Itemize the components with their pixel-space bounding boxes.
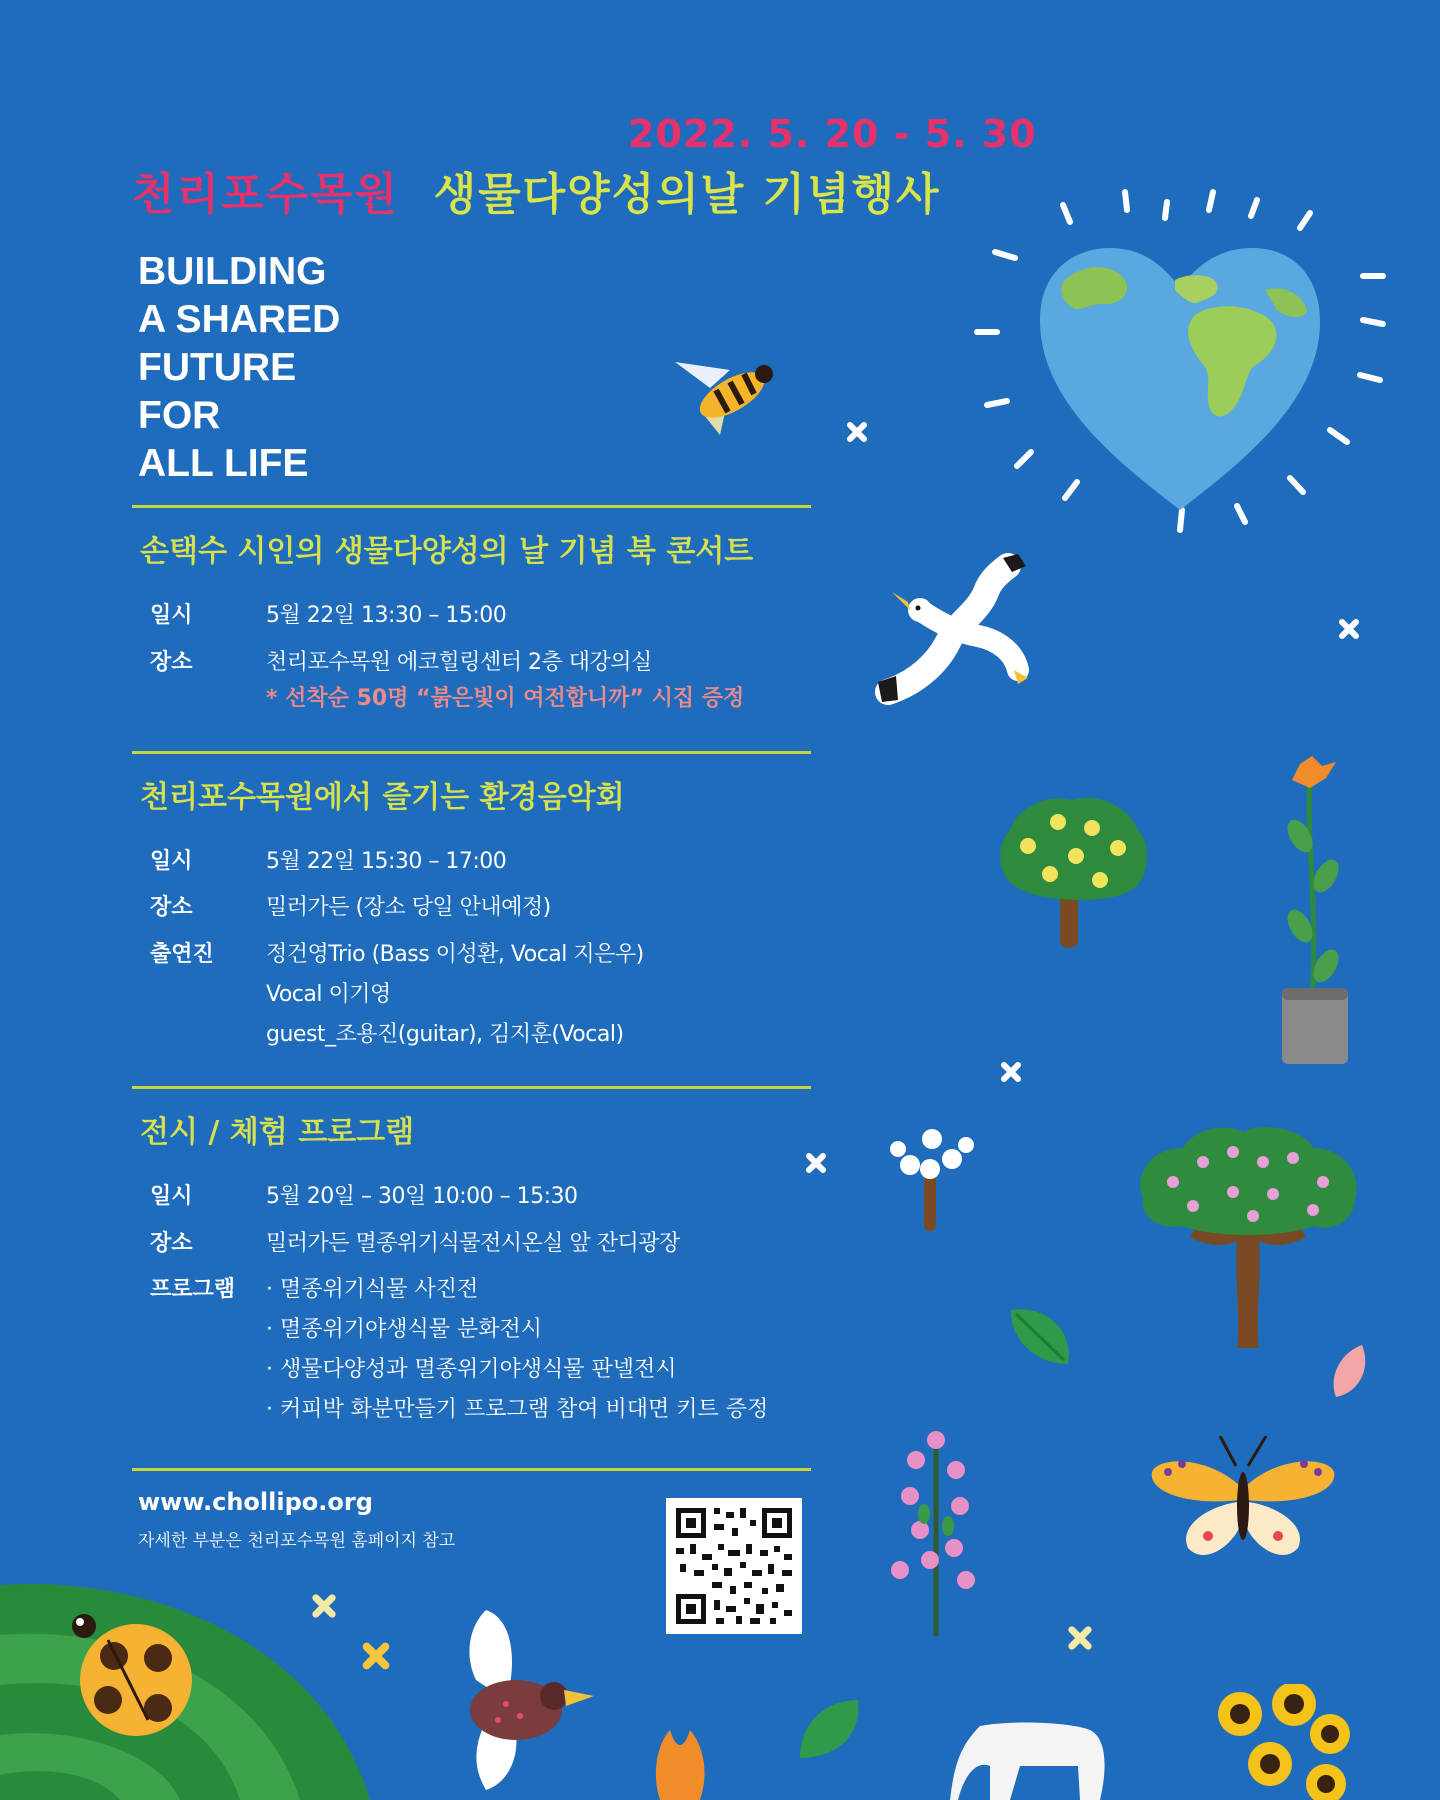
qr-code-icon[interactable]: [666, 1498, 802, 1634]
program-item: · 멸종위기식물 사진전: [266, 1277, 479, 1302]
website-note: 자세한 부분은 천리포수목원 홈페이지 참고: [138, 1531, 456, 1551]
bird-icon: [868, 552, 1038, 722]
ladybug-icon: [58, 1600, 198, 1740]
sparkle-icon: [845, 420, 869, 444]
divider: [132, 1468, 811, 1471]
title-arboretum: 천리포수목원: [132, 169, 400, 220]
section3-date-value: 5월 20일 – 30일 10:00 – 15:30: [266, 1184, 578, 1209]
leaf-icon: [1006, 1300, 1076, 1370]
section2-place-value: 밀러가든 (장소 당일 안내예정): [266, 895, 551, 920]
section2-cast-line: 정건영Trio (Bass 이성환, Vocal 지은우): [266, 942, 644, 967]
section1-note: * 선착순 50명 “붉은빛이 여전합니까” 시집 증정: [266, 686, 745, 711]
title-event: 생물다양성의날 기념행사: [433, 169, 941, 220]
heart-earth-icon: [955, 180, 1415, 570]
sunflower-icon: [1210, 1684, 1350, 1800]
section1-date-label: 일시: [150, 603, 193, 628]
section2-date-label: 일시: [150, 849, 193, 874]
leaf-icon: [1328, 1343, 1370, 1399]
sparkle-icon: [1337, 617, 1361, 641]
divider: [132, 1086, 811, 1089]
eagle-icon: [446, 1600, 596, 1800]
section2-cast-line: Vocal 이기영: [266, 982, 391, 1007]
section2-cast-line: guest_조용진(guitar), 김지훈(Vocal): [266, 1022, 624, 1047]
event-date: 2022. 5. 20 - 5. 30: [628, 112, 1037, 156]
section1-place-label: 장소: [150, 650, 193, 675]
sparkle-icon: [804, 1151, 828, 1175]
tree-icon: [880, 1125, 980, 1235]
section1-place-value: 천리포수목원 에코힐링센터 2층 대강의실: [266, 650, 652, 675]
slogan: BUILDING A SHARED FUTURE FOR ALL LIFE: [138, 250, 341, 485]
flower-pot-icon: [1270, 756, 1360, 1068]
section1-date-value: 5월 22일 13:30 – 15:00: [266, 603, 507, 628]
sparkle-icon: [999, 1060, 1023, 1084]
divider: [132, 505, 811, 508]
section1-title: 손택수 시인의 생물다양성의 날 기념 북 콘서트: [140, 534, 754, 569]
program-item: · 멸종위기야생식물 분화전시: [266, 1317, 543, 1342]
tree-icon: [988, 788, 1156, 958]
program-item: · 생물다양성과 멸종위기야생식물 판넬전시: [266, 1357, 677, 1382]
leaf-icon: [796, 1696, 862, 1762]
tree-icon: [1133, 1122, 1363, 1352]
sparkle-icon: [1066, 1624, 1094, 1652]
bee-icon: [670, 350, 780, 440]
divider: [132, 751, 811, 754]
section3-date-label: 일시: [150, 1184, 193, 1209]
section3-title: 전시 / 체험 프로그램: [140, 1115, 415, 1150]
section3-program-label: 프로그램: [150, 1277, 236, 1302]
rabbit-icon: [640, 1720, 720, 1800]
section2-date-value: 5월 22일 15:30 – 17:00: [266, 849, 507, 874]
section2-title: 천리포수목원에서 즐기는 환경음악회: [140, 780, 625, 815]
program-item: · 커피박 화분만들기 프로그램 참여 비대면 키트 증정: [266, 1397, 769, 1422]
event-title: [132, 158, 941, 222]
section2-place-label: 장소: [150, 895, 193, 920]
section3-place-label: 장소: [150, 1231, 193, 1256]
section3-place-value: 밀러가든 멸종위기식물전시온실 앞 잔디광장: [266, 1231, 680, 1256]
horse-icon: [950, 1716, 1110, 1800]
flower-icon: [880, 1430, 990, 1640]
website-link[interactable]: www.chollipo.org: [138, 1488, 373, 1516]
section2-cast-label: 출연진: [150, 942, 214, 967]
butterfly-icon: [1148, 1436, 1338, 1576]
